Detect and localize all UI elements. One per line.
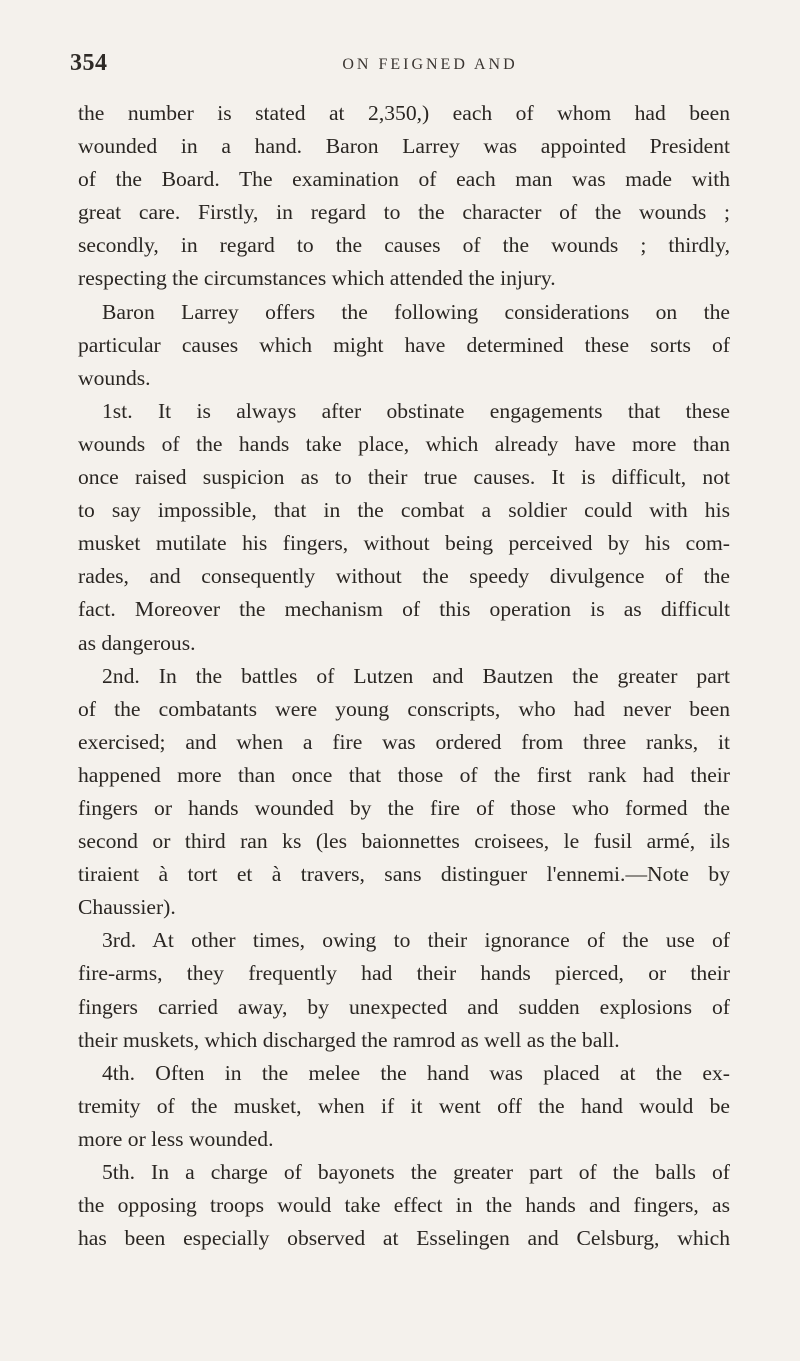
running-head: ON FEIGNED AND <box>342 56 518 73</box>
text-line: has been especially observed at Esselingen and Celsburg, which <box>78 1226 730 1251</box>
page-header <box>70 50 730 80</box>
text-line: happened more than once that those of the first rank had their <box>78 762 730 787</box>
text-line: 5th. In a charge of bayonets the greater part of the balls of <box>102 1160 730 1184</box>
text-line: tiraient à tort et à travers, sans distinguer l'ennemi.—Note by <box>78 862 730 887</box>
body-text <box>78 97 730 1255</box>
text-line: particular causes which might have determined these sorts of <box>78 332 730 357</box>
text-line: 2nd. In the battles of Lutzen and Bautzen the greater part <box>102 663 730 688</box>
text-line: rades, and consequently without the speedy divulgence of the <box>78 564 730 589</box>
text-line: fingers or hands wounded by the fire of those who formed the <box>78 795 730 820</box>
text-line: great care. Firstly, in regard to the character of the wounds ; <box>78 200 730 225</box>
text-line: musket mutilate his fingers, without being perceived by his com- <box>78 531 730 556</box>
text-line: exercised; and when a fire was ordered from three ranks, it <box>78 729 730 754</box>
text-line: wounded in a hand. Baron Larrey was appointed President <box>78 134 730 159</box>
text-line: 1st. It is always after obstinate engagements that these <box>102 398 730 423</box>
text-line: Chaussier). <box>78 895 176 920</box>
text-line: respecting the circumstances which attended the injury. <box>78 266 556 291</box>
text-line: of the Board. The examination of each man was made with <box>78 167 730 192</box>
text-line: secondly, in regard to the causes of the wounds ; thirdly, <box>78 233 730 258</box>
text-line: the opposing troops would take effect in the hands and fingers, as <box>78 1193 730 1218</box>
text-line: Baron Larrey offers the following considerations on the <box>102 299 730 324</box>
text-line: as dangerous. <box>78 630 196 655</box>
text-line: tremity of the musket, when if it went off the hand would be <box>78 1093 730 1118</box>
page-number: 354 <box>70 50 108 76</box>
text-line: 4th. Often in the melee the hand was placed at the ex- <box>102 1060 730 1085</box>
text-line: once raised suspicion as to their true causes. It is difficult, not <box>78 465 730 490</box>
text-line: to say impossible, that in the combat a soldier could with his <box>78 498 730 523</box>
text-line: the number is stated at 2,350,) each of whom had been <box>78 101 730 125</box>
text-line: their muskets, which discharged the ramrod as well as the ball. <box>78 1027 620 1052</box>
text-line: wounds of the hands take place, which already have more than <box>78 431 730 456</box>
text-line: fire-arms, they frequently had their hands pierced, or their <box>78 961 730 986</box>
text-line: fact. Moreover the mechanism of this operation is as difficult <box>78 597 730 622</box>
text-line: of the combatants were young conscripts, who had never been <box>78 696 730 721</box>
text-line: second or third ran ks (les baionnettes croisees, le fusil armé, ils <box>78 829 730 854</box>
text-line: wounds. <box>78 365 151 390</box>
text-line: 3rd. At other times, owing to their ignorance of the use of <box>102 928 730 953</box>
text-line: more or less wounded. <box>78 1126 274 1151</box>
text-line: fingers carried away, by unexpected and sudden explosions of <box>78 994 730 1019</box>
